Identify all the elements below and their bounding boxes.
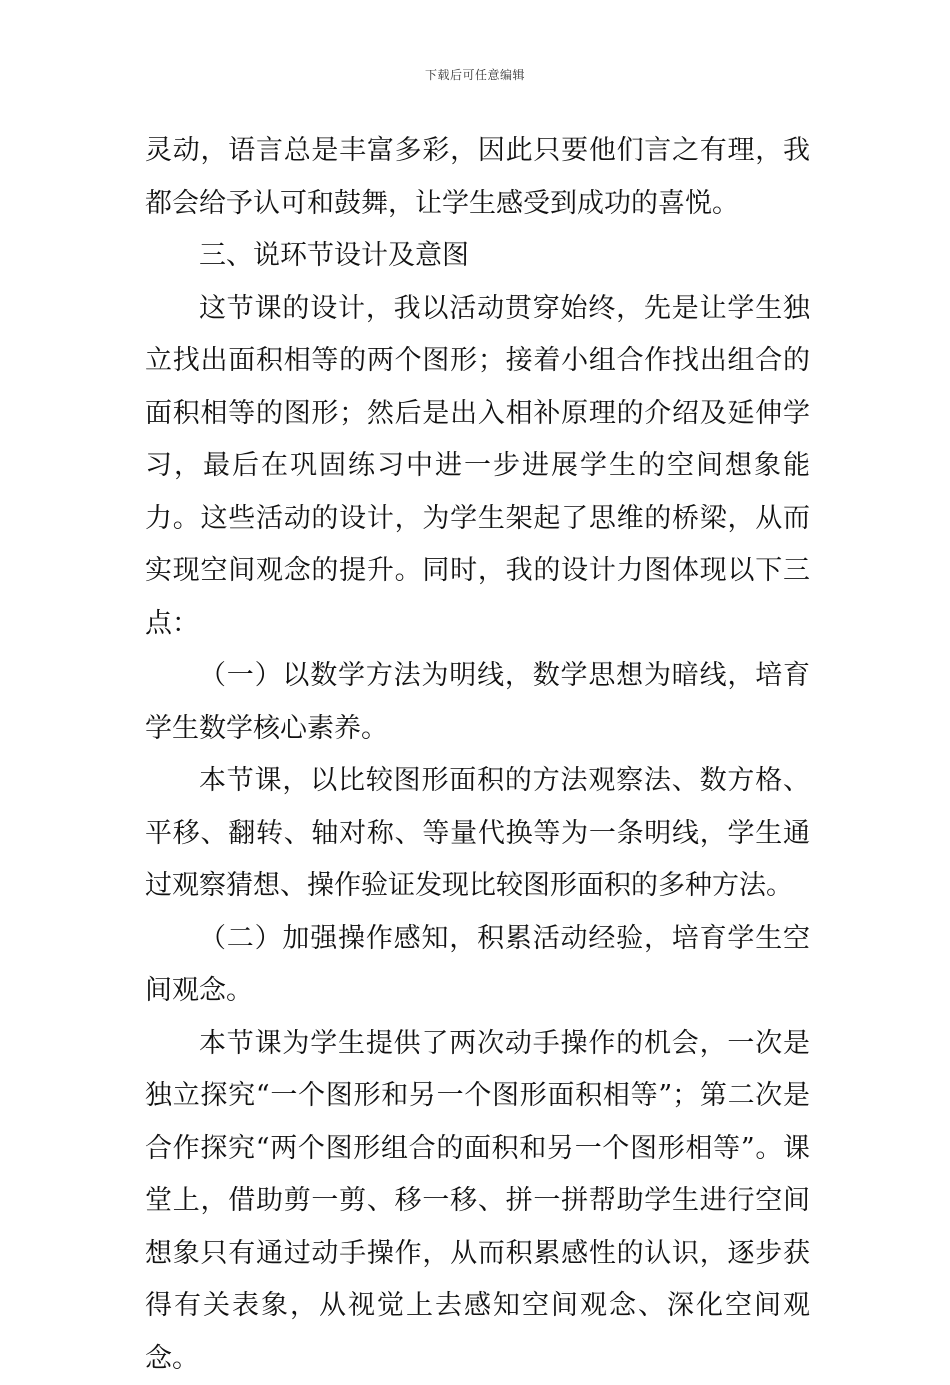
paragraph-design-overview: 这节课的设计，我以活动贯穿始终，先是让学生独立找出面积相等的两个图形；接着小组合作找出组合的面积相等的图形；然后是出入相补原理的介绍及延伸学习，最后在巩固练习中进一步进展学生的空间想象能力。这些活动的设计，为学生架起了思维的桥梁，从而实现空间观念的提升。同时，我的设计力图体现以下三点： (145, 283, 810, 651)
subsection-heading-2: （二）加强操作感知，积累活动经验，培育学生空间观念。 (145, 913, 810, 1018)
subsection-heading-1: （一）以数学方法为明线，数学思想为暗线，培育学生数学核心素养。 (145, 650, 810, 755)
header-note: 下载后可任意编辑 (0, 66, 950, 83)
document-body (145, 125, 810, 1385)
paragraph-methods: 本节课，以比较图形面积的方法观察法、数方格、平移、翻转、轴对称、等量代换等为一条明线，学生通过观察猜想、操作验证发现比较图形面积的多种方法。 (145, 755, 810, 913)
section-heading: 三、说环节设计及意图 (145, 230, 810, 283)
paragraph-continuation: 灵动，语言总是丰富多彩，因此只要他们言之有理，我都会给予认可和鼓舞，让学生感受到成功的喜悦。 (145, 125, 810, 230)
paragraph-hands-on: 本节课为学生提供了两次动手操作的机会，一次是独立探究“一个图形和另一个图形面积相等”；第二次是合作探究“两个图形组合的面积和另一个图形相等”。课堂上，借助剪一剪、移一移、拼一拼帮助学生进行空间想象只有通过动手操作，从而积累感性的认识，逐步获得有关表象，从视觉上去感知空间观念、深化空间观念。 (145, 1018, 810, 1385)
